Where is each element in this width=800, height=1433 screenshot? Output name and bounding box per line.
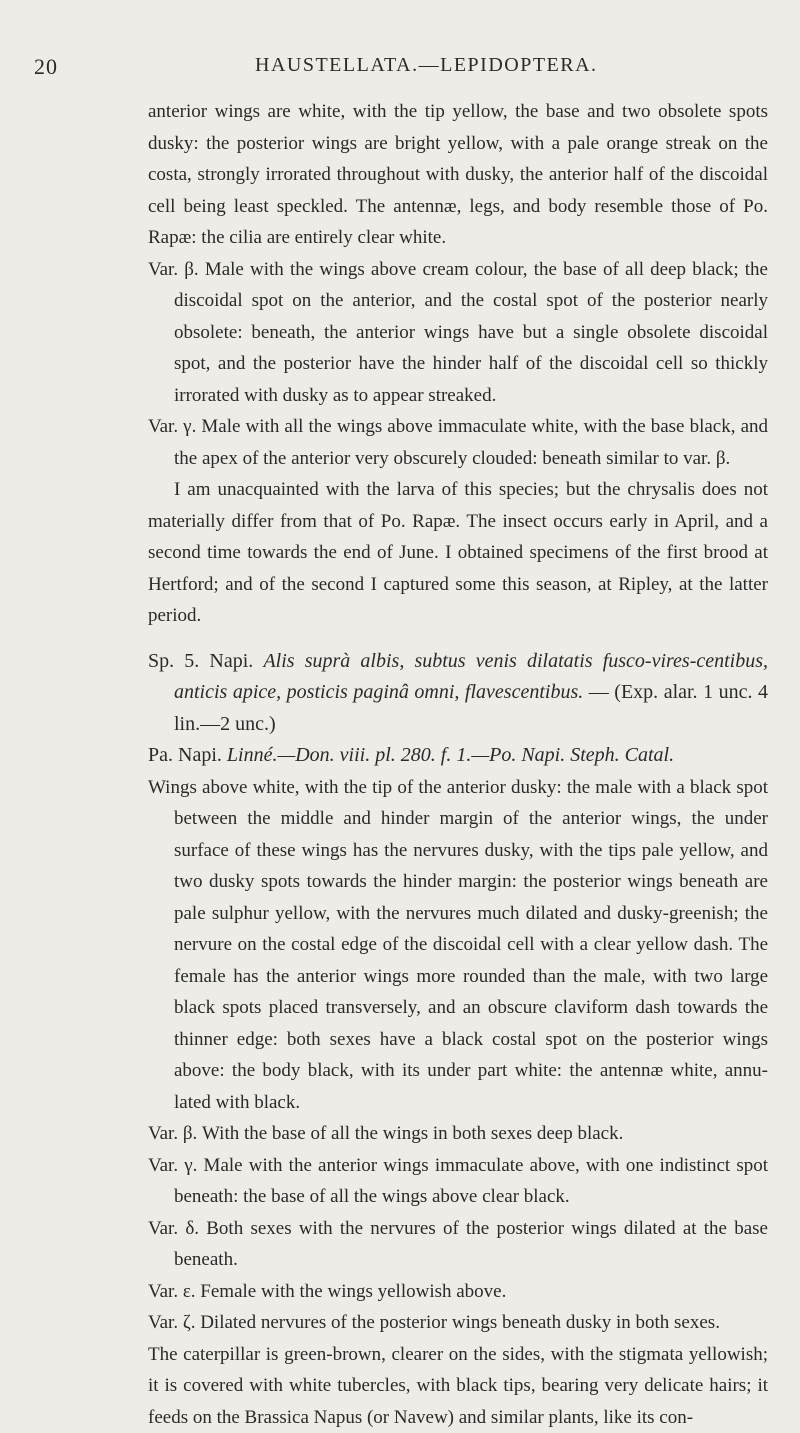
species-napi-heading xyxy=(148,646,768,741)
napi-variety-gamma: Var. γ. Male with the anterior wings immaculate above, with one indistinct spot beneath: the base of all the wings above clear black. xyxy=(148,1150,768,1213)
synonymy-line xyxy=(148,740,768,772)
napi-variety-zeta: Var. ζ. Dilated nervures of the posterior wings beneath dusky in both sexes. xyxy=(148,1307,768,1339)
body-text xyxy=(148,96,768,1433)
napi-variety-epsilon: Var. ε. Female with the wings yellowish above. xyxy=(148,1276,768,1308)
page-number: 20 xyxy=(34,54,58,80)
larva-note-paragraph: I am unacquainted with the larva of this species; but the chrysalis does not materially differ from that of Po. Rapæ. The insect occurs early in April, and a second time towards the end of June. I obtained specimens of the first brood at Hertford; and of the second I captured some this season, at Ripley, at the latter period. xyxy=(148,474,768,632)
caterpillar-paragraph: The caterpillar is green-brown, clearer on the sides, with the stigmata yellowish; it is covered with white tubercles, with black tips, bearing very delicate hairs; it feeds on the Brassica Napus (or Navew) and similar plants, like its con- xyxy=(148,1339,768,1433)
species-diagnosis: Alis suprà albis, subtus venis dilatatis fusco-vires-centibus, anticis apice, posticis paginâ omni, flavescentibus. xyxy=(174,650,768,704)
paragraph-continued: anterior wings are white, with the tip yellow, the base and two obsolete spots dusky: the posterior wings are bright yellow, with a pale orange streak on the costa, strongly irrorated throughout with dusky, the anterior half of the discoidal cell being least speckled. The antennæ, legs, and body resemble those of Po. Rapæ: the cilia are entirely clear white. xyxy=(148,96,768,254)
napi-variety-delta: Var. δ. Both sexes with the nervures of the posterior wings dilated at the base beneath. xyxy=(148,1213,768,1276)
species-number-name: Sp. 5. Napi. xyxy=(148,650,253,672)
napi-variety-beta: Var. β. With the base of all the wings in both sexes deep black. xyxy=(148,1118,768,1150)
description-paragraph: Wings above white, with the tip of the anterior dusky: the male with a black spot between the middle and hinder margin of the anterior wings, the under surface of these wings has the nervures dusky, with the tips pale yellow, and two dusky spots towards the hinder margin: the posterior wings beneath are pale sulphur yellow, with the nervures much dilated and dusky-greenish; the nervure on the costal edge of the discoidal cell with a clear yellow dash. The female has the anterior wings more rounded than the male, with two large black spots placed transversely, and an obscure claviform dash towards the thinner edge: both sexes have a black costal spot on the posterior wings above: the body black, with its under part white: the antennæ white, annu-lated with black. xyxy=(148,772,768,1119)
variety-gamma-paragraph: Var. γ. Male with all the wings above immaculate white, with the base black, and the apex of the anterior very obscurely clouded: beneath similar to var. β. xyxy=(148,411,768,474)
species-measurement: — (Exp. alar. 1 unc. 4 lin.—2 unc.) xyxy=(174,681,768,735)
variety-beta-paragraph: Var. β. Male with the wings above cream colour, the base of all deep black; the discoidal spot on the anterior, and the costal spot of the posterior nearly obsolete: beneath, the anterior wings have but a single obsolete discoidal spot, and the posterior have the hinder half of the discoidal cell so thickly irrorated with dusky as to appear streaked. xyxy=(148,254,768,412)
synonymy-name: Pa. Napi. xyxy=(148,744,222,766)
synonymy-references: Linné.—Don. viii. pl. 280. f. 1.—Po. Napi. Steph. Catal. xyxy=(227,744,674,766)
running-title: HAUSTELLATA.—LEPIDOPTERA. xyxy=(255,54,655,77)
running-head xyxy=(0,54,800,84)
